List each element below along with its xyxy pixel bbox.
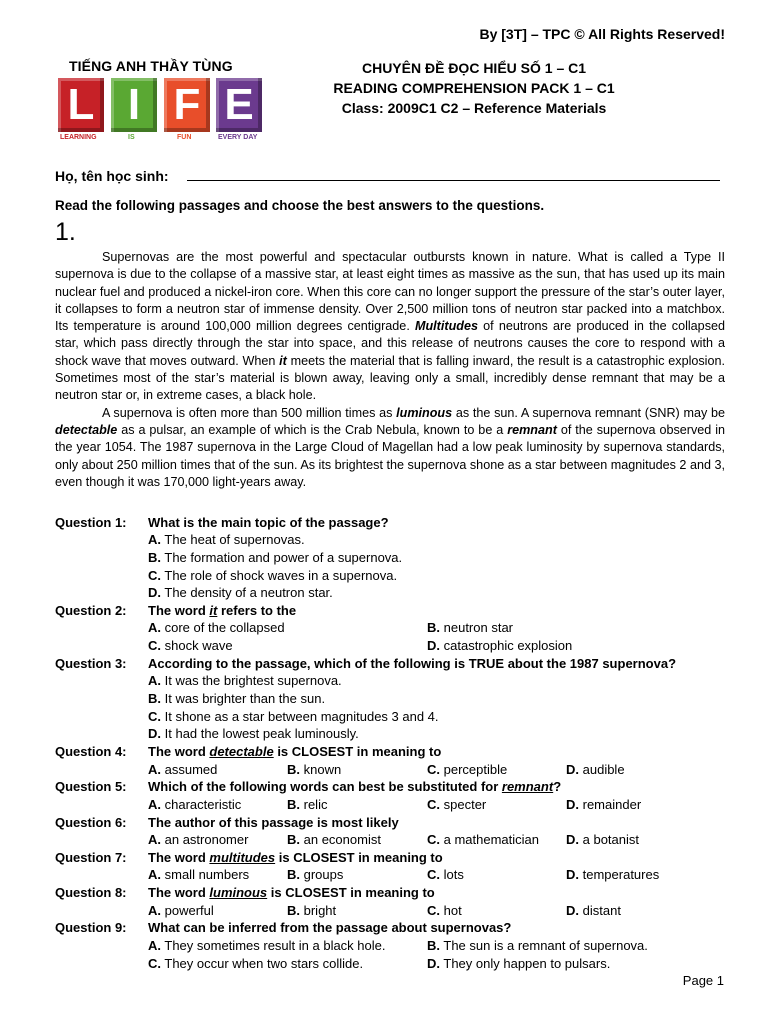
question-text-part: The word xyxy=(148,603,210,618)
option-letter: B. xyxy=(287,832,300,847)
option-letter: D. xyxy=(566,797,579,812)
passage-text: Supernovas are the most powerful and spectacular outbursts known in nature. What is called a Type II supernova is due to the collapse of a massive star, at least eight times as massive as the sun, that has used up its main nuclear fuel and produced a nickel-iron core. When this core can no longer support the pressure of the star’s outer layer, it collapses to form a neutron star of immense density. Over 2,500 million tons of neutron star packed into a matchbox. Its temperature is around 100,000 million degrees centigrade. xyxy=(55,250,725,334)
question-1-option-c[interactable] xyxy=(148,568,397,583)
question-8-option-a[interactable] xyxy=(148,903,214,918)
option-text: remainder xyxy=(582,797,642,812)
option-letter: C. xyxy=(427,832,440,847)
pack-title xyxy=(292,58,656,118)
option-text: The role of shock waves in a supernova. xyxy=(164,568,398,583)
option-letter: A. xyxy=(148,673,161,688)
question-7-option-a[interactable] xyxy=(148,867,249,882)
question-1-option-a[interactable] xyxy=(148,532,305,547)
option-text: powerful xyxy=(164,903,214,918)
question-8-label: Question 8: xyxy=(55,885,127,900)
keyword-luminous: luminous xyxy=(396,405,453,420)
option-text: a botanist xyxy=(582,832,639,847)
option-text: They sometimes result in a black hole. xyxy=(164,938,386,953)
question-5-label: Question 5: xyxy=(55,779,127,794)
question-4-option-a[interactable] xyxy=(148,762,217,777)
passage-text: of neutrons are produced in the collapsed star, which pass directly through the star into space, and this release of neutrons causes the core to respond with a shock wave that moves outward. When xyxy=(55,319,725,368)
question-9-label: Question 9: xyxy=(55,920,127,935)
option-text: The formation and power of a supernova. xyxy=(164,550,403,565)
question-6-label: Question 6: xyxy=(55,815,127,830)
logo-tagline-learning: LEARNING xyxy=(60,134,97,141)
option-letter: D. xyxy=(566,832,579,847)
passage xyxy=(55,249,725,491)
question-6-text: The author of this passage is most likely xyxy=(148,815,399,830)
question-text-part: is CLOSEST in meaning to xyxy=(273,744,442,759)
option-text: an economist xyxy=(303,832,381,847)
question-8-text xyxy=(148,885,435,900)
option-letter: C. xyxy=(427,903,440,918)
option-text: The density of a neutron star. xyxy=(164,585,333,600)
question-5-option-b[interactable] xyxy=(287,797,327,812)
question-text-part: ? xyxy=(553,779,562,794)
option-text: It shone as a star between magnitudes 3 and 4. xyxy=(164,709,439,724)
option-letter: C. xyxy=(427,797,440,812)
question-1-text: What is the main topic of the passage? xyxy=(148,515,389,530)
question-3-option-b[interactable] xyxy=(148,691,325,706)
option-letter: A. xyxy=(148,832,161,847)
keyword-multitudes: Multitudes xyxy=(415,319,478,334)
option-text: catastrophic explosion xyxy=(443,638,573,653)
passage-text: as the sun. A supernova remnant (SNR) may be xyxy=(452,405,725,420)
option-text: specter xyxy=(443,797,487,812)
logo-letter-e: E xyxy=(216,78,262,132)
option-letter: B. xyxy=(287,762,300,777)
question-6-option-a[interactable] xyxy=(148,832,248,847)
option-text: groups xyxy=(303,867,344,882)
question-text-part: The word xyxy=(148,850,210,865)
option-letter: D. xyxy=(566,867,579,882)
question-text-part: refers to the xyxy=(217,603,297,618)
question-7-option-b[interactable] xyxy=(287,867,343,882)
option-text: a mathematician xyxy=(443,832,540,847)
option-letter: A. xyxy=(148,797,161,812)
question-keyword: multitudes xyxy=(209,850,276,865)
option-text: It was brighter than the sun. xyxy=(164,691,326,706)
option-text: audible xyxy=(582,762,625,777)
instruction: Read the following passages and choose the best answers to the questions. xyxy=(55,198,545,213)
option-text: shock wave xyxy=(164,638,233,653)
logo-letter-i: I xyxy=(111,78,157,132)
option-text: relic xyxy=(303,797,328,812)
question-2-option-d[interactable] xyxy=(427,638,572,653)
option-text: characteristic xyxy=(164,797,242,812)
question-2-option-a[interactable] xyxy=(148,620,285,635)
option-text: bright xyxy=(303,903,337,918)
question-5-option-c[interactable] xyxy=(427,797,486,812)
question-2-text xyxy=(148,603,296,618)
question-keyword: detectable xyxy=(209,744,274,759)
option-text: It was the brightest supernova. xyxy=(164,673,342,688)
question-2-option-c[interactable] xyxy=(148,638,233,653)
option-text: core of the collapsed xyxy=(164,620,285,635)
passage-text: of the supernova observed in the year 1054. The 1987 supernova in the Large Cloud of Magellan had a low peak luminosity by supernova standards, only about 250 million times that of the sun. As its brightest the supernova shone as a star between magnitudes 2 and 3, even though it was 170,000 light-years away. xyxy=(55,422,725,489)
logo-letter-f: F xyxy=(164,78,210,132)
option-letter: C. xyxy=(427,762,440,777)
logo-tagline-is: IS xyxy=(128,134,135,141)
option-text: neutron star xyxy=(443,620,513,635)
question-6-option-c[interactable] xyxy=(427,832,539,847)
question-3-option-a[interactable] xyxy=(148,673,342,688)
pack-title-line2: READING COMPREHENSION PACK 1 – C1 xyxy=(333,80,615,96)
question-1-label: Question 1: xyxy=(55,515,127,530)
option-letter: B. xyxy=(427,938,440,953)
option-text: hot xyxy=(443,903,462,918)
question-8-option-b[interactable] xyxy=(287,903,336,918)
question-9-option-a[interactable] xyxy=(148,938,386,953)
question-3-label: Question 3: xyxy=(55,656,127,671)
option-text: assumed xyxy=(164,762,218,777)
option-letter: D. xyxy=(148,726,161,741)
keyword-detectable: detectable xyxy=(55,422,118,437)
question-text-part: Which of the following words can best be substituted for xyxy=(148,779,502,794)
question-2-option-b[interactable] xyxy=(427,620,513,635)
question-text-part: is CLOSEST in meaning to xyxy=(267,885,435,900)
question-keyword: luminous xyxy=(209,885,268,900)
question-4-option-b[interactable] xyxy=(287,762,341,777)
question-9-option-b[interactable] xyxy=(427,938,648,953)
option-letter: B. xyxy=(427,620,440,635)
option-letter: D. xyxy=(148,585,161,600)
question-4-text xyxy=(148,744,441,759)
question-4-label: Question 4: xyxy=(55,744,127,759)
question-1-option-b[interactable] xyxy=(148,550,402,565)
question-text-part: The word xyxy=(148,885,210,900)
passage-text: A supernova is often more than 500 million times as xyxy=(102,405,397,420)
passage-text: meets the material that is falling inward, the result is a catastrophic explosion. Sometimes most of the star’s material is blown away, leaving only a small, incredibly dense remnant that may be a neutron star or, in extreme cases, a black hole. xyxy=(55,353,725,403)
option-letter: A. xyxy=(148,903,161,918)
option-text: known xyxy=(303,762,342,777)
question-9-text: What can be inferred from the passage about supernovas? xyxy=(148,920,512,935)
copyright-notice: By [3T] – TPC © All Rights Reserved! xyxy=(479,26,725,42)
option-text: small numbers xyxy=(164,867,250,882)
question-7-text xyxy=(148,850,443,865)
option-letter: C. xyxy=(148,568,161,583)
pack-title-line3: Class: 2009C1 C2 – Reference Materials xyxy=(341,100,607,116)
question-5-option-d[interactable] xyxy=(566,797,641,812)
question-4-option-d[interactable] xyxy=(566,762,625,777)
option-text: They occur when two stars collide. xyxy=(164,956,364,971)
page-number: Page 1 xyxy=(682,973,724,988)
passage-paragraph-1 xyxy=(55,249,725,405)
option-text: temperatures xyxy=(582,867,660,882)
option-letter: A. xyxy=(148,620,161,635)
option-letter: B. xyxy=(287,867,300,882)
passage-paragraph-2 xyxy=(55,405,725,491)
question-5-option-a[interactable] xyxy=(148,797,241,812)
question-9-option-c[interactable] xyxy=(148,956,363,971)
passage-text: as a pulsar, an example of which is the Crab Nebula, known to be a xyxy=(117,422,508,437)
question-6-option-b[interactable] xyxy=(287,832,381,847)
option-text: distant xyxy=(582,903,621,918)
option-text: an astronomer xyxy=(164,832,249,847)
passage-number: 1. xyxy=(55,218,76,246)
pack-title-line1: CHUYÊN ĐỀ ĐỌC HIỂU SỐ 1 – C1 xyxy=(361,60,587,76)
life-logo xyxy=(58,78,262,143)
question-8-option-d[interactable] xyxy=(566,903,621,918)
question-3-option-c[interactable] xyxy=(148,709,439,724)
option-letter: C. xyxy=(148,956,161,971)
student-name-line xyxy=(187,180,720,181)
option-letter: D. xyxy=(427,956,440,971)
question-7-label: Question 7: xyxy=(55,850,127,865)
question-text-part: The word xyxy=(148,744,210,759)
option-letter: C. xyxy=(148,638,161,653)
option-text: It had the lowest peak luminously. xyxy=(164,726,359,741)
option-letter: D. xyxy=(566,903,579,918)
question-2-label: Question 2: xyxy=(55,603,127,618)
question-8-option-c[interactable] xyxy=(427,903,462,918)
option-text: They only happen to pulsars. xyxy=(443,956,611,971)
logo-letter-l: L xyxy=(58,78,104,132)
question-keyword: it xyxy=(209,603,218,618)
question-keyword: remnant xyxy=(501,779,554,794)
option-letter: B. xyxy=(287,903,300,918)
question-5-text xyxy=(148,779,561,794)
option-letter: A. xyxy=(148,867,161,882)
option-letter: B. xyxy=(148,691,161,706)
option-letter: A. xyxy=(148,532,161,547)
question-3-text: According to the passage, which of the following is TRUE about the 1987 supernova? xyxy=(148,656,677,671)
option-text: lots xyxy=(443,867,464,882)
logo-tagline-every-day: EVERY DAY xyxy=(218,134,258,141)
question-3-option-d[interactable] xyxy=(148,726,359,741)
option-letter: A. xyxy=(148,938,161,953)
question-1-option-d[interactable] xyxy=(148,585,333,600)
question-text-part: is CLOSEST in meaning to xyxy=(275,850,443,865)
keyword-it: it xyxy=(279,353,287,368)
option-letter: A. xyxy=(148,762,161,777)
option-letter: D. xyxy=(427,638,440,653)
question-4-option-c[interactable] xyxy=(427,762,507,777)
question-6-option-d[interactable] xyxy=(566,832,639,847)
option-text: The sun is a remnant of supernova. xyxy=(443,938,648,953)
option-letter: B. xyxy=(148,550,161,565)
student-name-label: Họ, tên học sinh: xyxy=(55,168,169,184)
option-letter: D. xyxy=(566,762,579,777)
option-letter: B. xyxy=(287,797,300,812)
brand-title: TIẾNG ANH THẦY TÙNG xyxy=(69,58,233,74)
logo-tagline-fun: FUN xyxy=(177,134,192,141)
option-letter: C. xyxy=(427,867,440,882)
question-9-option-d[interactable] xyxy=(427,956,610,971)
question-7-option-d[interactable] xyxy=(566,867,659,882)
option-letter: C. xyxy=(148,709,161,724)
question-7-option-c[interactable] xyxy=(427,867,464,882)
keyword-remnant: remnant xyxy=(507,422,557,437)
option-text: The heat of supernovas. xyxy=(164,532,305,547)
option-text: perceptible xyxy=(443,762,508,777)
